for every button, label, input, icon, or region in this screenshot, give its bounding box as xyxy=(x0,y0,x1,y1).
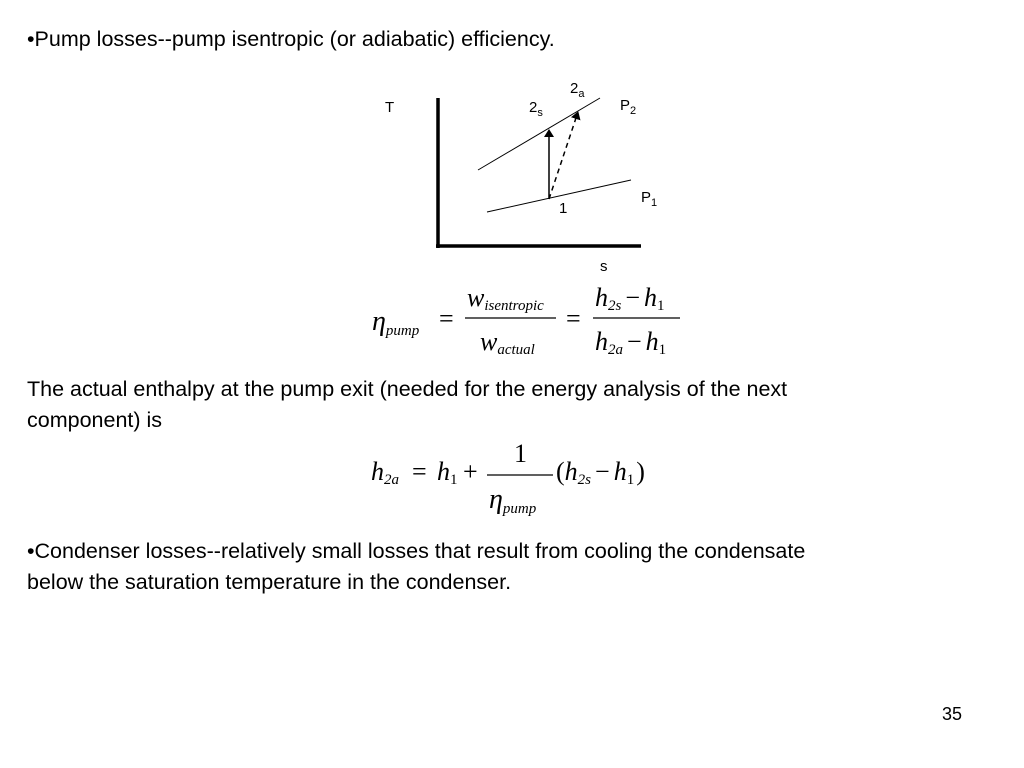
equals-sign-2: = xyxy=(566,304,581,333)
slide-number: 35 xyxy=(941,704,962,724)
eta-pump: ηpump xyxy=(372,306,420,339)
numerator-h2s-minus-h1: h2s − h1 xyxy=(595,283,665,314)
bullet-condenser-losses: •Condenser losses--relatively small losses that result from cooling the condensate below the saturation temperature in the condenser. xyxy=(27,539,806,594)
equals-sign-3: = xyxy=(412,457,427,486)
plus-sign: + xyxy=(463,457,478,486)
pump-efficiency-equation xyxy=(372,283,680,358)
exit-enthalpy-paragraph: The actual enthalpy at the pump exit (needed for the energy analysis of the next component) is xyxy=(27,377,788,432)
p1-label: $P_1$ xyxy=(641,189,658,209)
h2a-term: h2a xyxy=(371,457,399,488)
equals-sign-1: = xyxy=(439,304,454,333)
bullet-pump-losses: •Pump losses--pump isentropic (or adiabatic) efficiency. xyxy=(27,27,555,51)
w-actual: wactual xyxy=(480,327,535,358)
h1-term: h1 xyxy=(437,457,458,488)
w-isentropic: wisentropic xyxy=(467,283,544,314)
denominator-h2a-minus-h1: h2a − h1 xyxy=(595,327,667,358)
actual-process-arrow xyxy=(549,115,577,199)
state-2a-label: $2_a$ xyxy=(570,80,585,100)
eta-pump-denominator: ηpump xyxy=(489,484,537,517)
p2-label: $P_2$ xyxy=(620,97,637,117)
parenthesized-difference: (h2s − h1) xyxy=(556,457,645,488)
ts-diagram xyxy=(385,80,657,275)
s-axis-label: s xyxy=(600,258,608,275)
t-axis-label: T xyxy=(385,99,395,116)
actual-enthalpy-equation xyxy=(371,439,645,517)
numerator-one: 1 xyxy=(514,439,527,468)
state-2s-label: $2_s$ xyxy=(529,99,543,119)
state-1-label: 1 xyxy=(559,200,568,217)
